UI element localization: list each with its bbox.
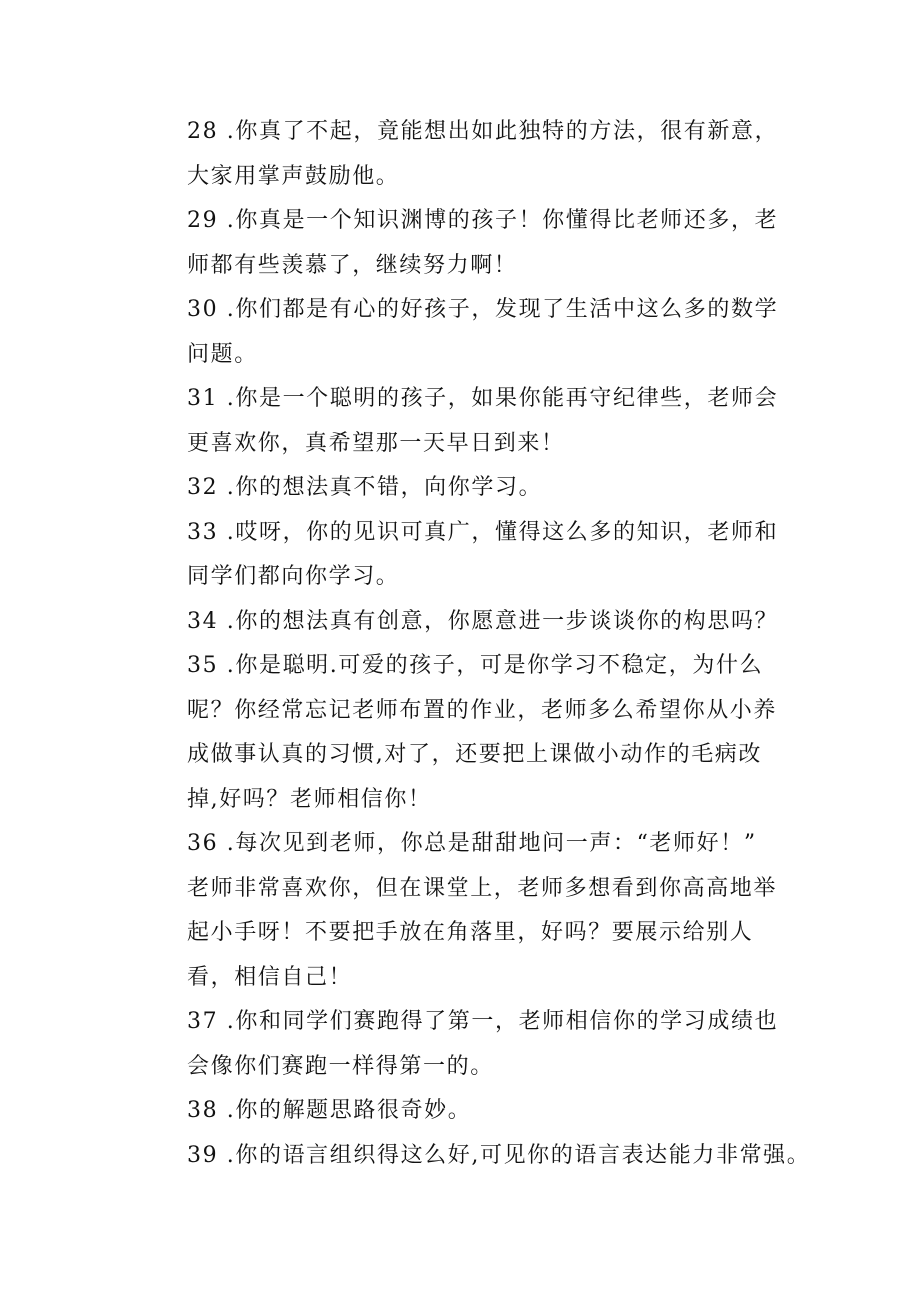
text-line-36c: 起小手呀！不要把手放在角落里，好吗？要展示给别人 — [187, 920, 754, 945]
text-line-39: 39 .你的语言组织得这么好,可见你的语言表达能力非常强。 — [187, 1142, 811, 1168]
text-line-35d: 掉,好吗？老师相信你！ — [187, 786, 432, 812]
text-line-30a: 30 .你们都是有心的好孩子，发现了生活中这么多的数学 — [187, 297, 779, 322]
text-line-30b: 问题。 — [187, 341, 258, 367]
text-line-33a: 33 .哎呀，你的见识可真广，懂得这么多的知识，老师和 — [187, 519, 779, 545]
text-line-29b: 师都有些羡慕了，继续努力啊！ — [187, 252, 518, 278]
text-line-35b: 呢？你经常忘记老师布置的作业，老师多么希望你从小养 — [187, 697, 778, 723]
text-line-28b: 大家用掌声鼓励他。 — [187, 163, 400, 189]
text-line-29a: 29 .你真是一个知识渊博的孩子！你懂得比老师还多，老 — [187, 208, 779, 233]
text-line-38: 38 .你的解题思路很奇妙。 — [187, 1098, 472, 1123]
text-line-28a: 28 .你真了不起，竟能想出如此独特的方法，很有新意， — [187, 119, 779, 144]
document-body — [187, 110, 827, 1178]
text-line-32: 32 .你的想法真不错，向你学习。 — [187, 475, 543, 500]
text-line-35c: 成做事认真的习惯,对了，还要把上课做小动作的毛病改 — [187, 742, 762, 767]
text-line-33b: 同学们都向你学习。 — [187, 564, 400, 589]
text-line-31a: 31 .你是一个聪明的孩子，如果你能再守纪律些，老师会 — [187, 386, 779, 411]
text-line-36b: 老师非常喜欢你，但在课堂上，老师多想看到你高高地举 — [187, 875, 778, 901]
text-line-35a: 35 .你是聪明.可爱的孩子，可是你学习不稳定，为什么 — [187, 653, 764, 678]
text-line-37a: 37 .你和同学们赛跑得了第一，老师相信你的学习成绩也 — [187, 1009, 779, 1034]
text-line-36d: 看，相信自己！ — [187, 964, 353, 990]
text-line-37b: 会像你们赛跑一样得第一的。 — [187, 1053, 494, 1079]
text-line-31b: 更喜欢你，真希望那一天早日到来！ — [187, 430, 565, 456]
text-line-36a: 36 .每次见到老师，你总是甜甜地问一声：“老师好！” — [187, 831, 757, 856]
text-line-34: 34 .你的想法真有创意，你愿意进一步谈谈你的构思吗？ — [187, 608, 779, 634]
